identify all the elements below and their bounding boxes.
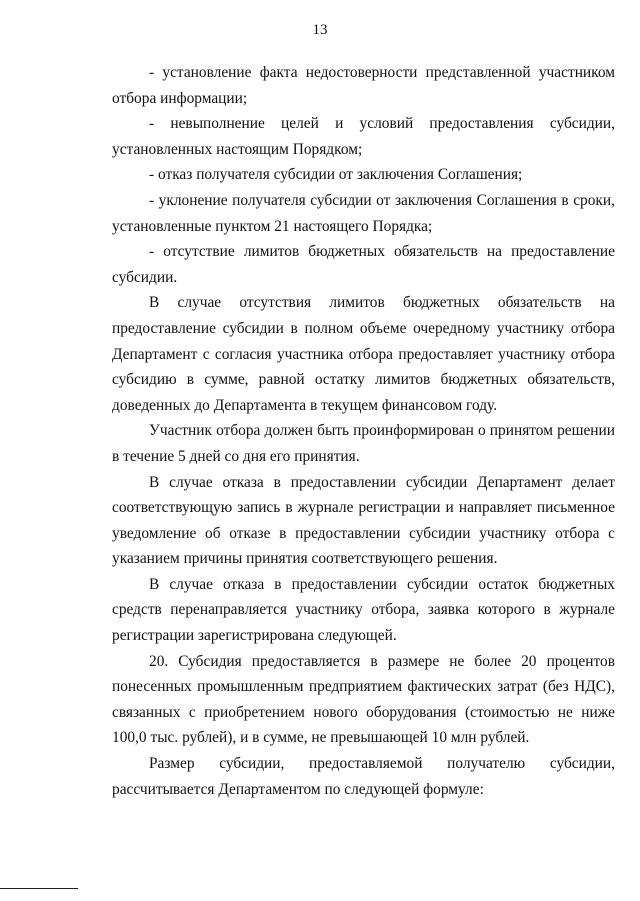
paragraph-notification-term: Участник отбора должен быть проинформирован о принятом решении в течение 5 дней со дня его принятия. [112, 422, 615, 465]
document-body [112, 60, 615, 802]
paragraph-partial-limits: В случае отсутствия лимитов бюджетных обязательств на предоставление субсидии в полном объеме очередному участнику отбора Департамент с согласия участника отбора предоставляет участнику отбора субсидию в сумме, равной остатку лимитов бюджетных обязательств, доведенных до Департамента в текущем финансовом году. [112, 294, 615, 414]
page-number: 13 [312, 22, 328, 38]
paragraph-formula-intro: Размер субсидии, предоставляемой получателю субсидии, рассчитывается Департаментом по следующей формуле: [112, 755, 615, 798]
paragraph-refusal-record: В случае отказа в предоставлении субсидии Департамент делает соответствующую запись в журнале регистрации и направляет письменное уведомление об отказе в предоставлении субсидии участнику отбора с указанием причины принятия соответствующего решения. [112, 473, 615, 568]
paragraph-reason-evasion: - уклонение получателя субсидии от заключения Соглашения в сроки, установленные пунктом 21 настоящего Порядка; [112, 191, 615, 235]
footer-rule [0, 888, 78, 889]
paragraph-clause-20: 20. Субсидия предоставляется в размере не более 20 процентов понесенных промышленным предприятием фактических затрат (без НДС), связанных с приобретением нового оборудования (стоимостью не ниже 100,0 тыс. рублей), и в сумме, не превышающей 10 млн рублей. [112, 652, 615, 747]
paragraph-reason-noncompliance: - невыполнение целей и условий предоставления субсидии, установленных настоящим Порядком; [112, 115, 615, 158]
paragraph-reason-refusal: - отказ получателя субсидии от заключения Соглашения; [149, 166, 523, 184]
paragraph-reason-unreliable-info: - установление факта недостоверности представленной участником отбора информации; [112, 64, 615, 107]
paragraph-reason-no-limits: - отсутствие лимитов бюджетных обязательств на предоставление субсидии. [112, 243, 615, 286]
paragraph-redirect-funds: В случае отказа в предоставлении субсидии остаток бюджетных средств перенаправляется участнику отбора, заявка которого в журнале регистрации зарегистрирована следующей. [112, 575, 615, 645]
